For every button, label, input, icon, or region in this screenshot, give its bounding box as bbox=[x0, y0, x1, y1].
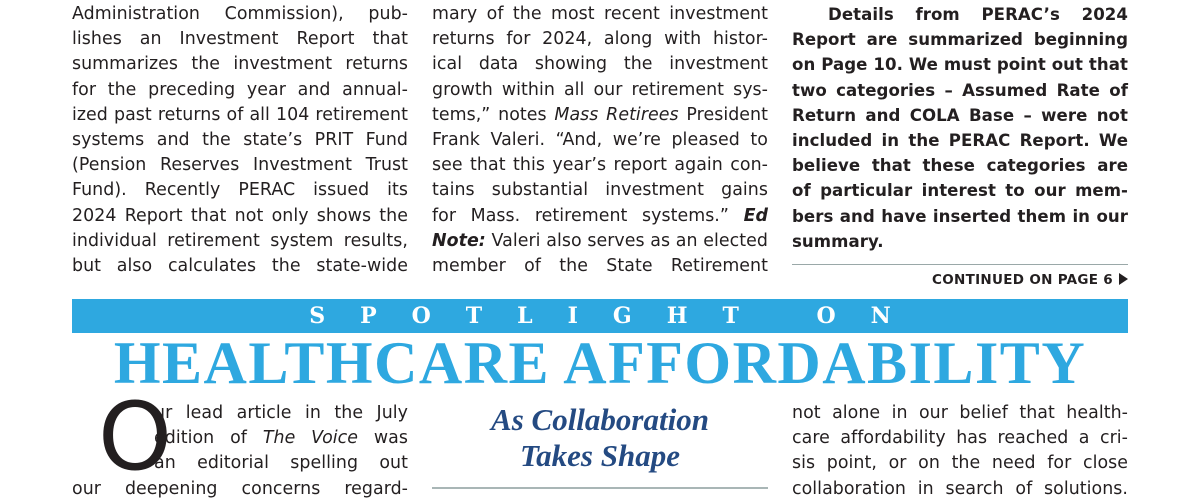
publication-name: The Voice bbox=[262, 428, 359, 449]
text-line: lishes an Investment Report that bbox=[72, 29, 408, 50]
text-line: ur lead article in the July bbox=[154, 403, 408, 423]
text-line: for the preceding year and annual- bbox=[72, 79, 408, 100]
text-line: summarizes the investment returns bbox=[72, 54, 408, 75]
text-run: edition of bbox=[154, 428, 263, 449]
text-line: mary of the most recent investment bbox=[432, 4, 768, 24]
text-line: Details from PERAC’s 2024 bbox=[828, 5, 1128, 24]
text-line: but also calculates the state-wide bbox=[72, 255, 408, 276]
text-line: bers and have inserted them in our bbox=[792, 206, 1128, 226]
publication-name: Mass Retirees bbox=[554, 104, 679, 125]
play-triangle-icon bbox=[1119, 273, 1128, 285]
top-column-3 bbox=[792, 2, 1128, 254]
text-line: Fund). Recently PERAC issued its bbox=[72, 180, 408, 201]
text-line: (Pension Reserves Investment Trust bbox=[72, 155, 408, 176]
text-run: Valeri also serves as an elected bbox=[485, 230, 768, 251]
subhead-line: As Collaboration bbox=[491, 402, 709, 437]
top-column-1 bbox=[72, 2, 408, 279]
text-line: Report are summarized beginning bbox=[792, 30, 1128, 50]
text-line bbox=[154, 426, 408, 451]
text-line: see that this year’s report again con- bbox=[432, 155, 768, 176]
text-line: summary. bbox=[792, 231, 884, 251]
text-line: individual retirement system results, bbox=[72, 230, 408, 251]
text-line: growth within all our retirement sys- bbox=[432, 79, 768, 100]
text-line: believe that these categories are bbox=[792, 156, 1128, 176]
spotlight-kicker: SPOTLIGHT ON bbox=[309, 303, 926, 329]
text-line: included in the PERAC Report. We bbox=[792, 130, 1128, 150]
top-column-2 bbox=[432, 2, 768, 279]
text-line bbox=[432, 103, 768, 128]
text-run: for Mass. retirement systems.” bbox=[432, 205, 744, 226]
bottom-column-1 bbox=[72, 401, 408, 502]
text-line: Return and COLA Base – were not bbox=[792, 105, 1128, 125]
text-line: on Page 10. We must point out that bbox=[792, 55, 1128, 75]
text-line: Administration Commission), pub- bbox=[72, 4, 408, 24]
bottom-column-3 bbox=[792, 401, 1128, 502]
subhead-box-rule bbox=[432, 487, 768, 489]
text-line: not alone in our belief that health- bbox=[792, 403, 1128, 423]
text-run: tems,” notes bbox=[432, 104, 555, 125]
editor-note-label: Ed bbox=[743, 205, 768, 226]
drop-cap: O bbox=[98, 383, 172, 492]
text-run: was bbox=[358, 428, 408, 449]
text-line: sis point, or on the need for close bbox=[792, 453, 1128, 474]
section-headline: HEALTHCARE AFFORDABILITY bbox=[113, 330, 1087, 396]
text-line: tains substantial investment gains bbox=[432, 180, 768, 201]
subhead-line: Takes Shape bbox=[520, 438, 680, 473]
text-line: member of the State Retirement bbox=[432, 255, 768, 276]
editor-note-label: Note: bbox=[432, 230, 486, 251]
text-run: President bbox=[678, 104, 768, 125]
text-line: our deepening concerns regard- bbox=[72, 478, 408, 499]
column-divider-rule bbox=[792, 264, 1128, 265]
text-line: care affordability has reached a cri- bbox=[792, 428, 1128, 449]
text-line: 2024 Report that not only shows the bbox=[72, 205, 408, 226]
text-line bbox=[432, 229, 768, 254]
article-subhead bbox=[432, 402, 768, 474]
text-line: collaboration in search of solutions. bbox=[792, 478, 1128, 499]
text-line: two categories – Assumed Rate of bbox=[792, 80, 1128, 100]
text-line bbox=[432, 204, 768, 229]
spotlight-banner bbox=[72, 299, 1128, 333]
text-line: Frank Valeri. “And, we’re pleased to bbox=[432, 129, 768, 150]
continued-label: CONTINUED ON PAGE 6 bbox=[932, 272, 1113, 288]
text-line: systems and the state’s PRIT Fund bbox=[72, 129, 408, 150]
continued-on-page-link[interactable] bbox=[932, 270, 1128, 290]
text-line: ized past returns of all 104 retirement bbox=[72, 104, 408, 125]
text-line: an editorial spelling out bbox=[154, 453, 408, 474]
text-line: of particular interest to our mem- bbox=[792, 181, 1128, 201]
text-line: ical data showing the investment bbox=[432, 54, 768, 75]
text-line: returns for 2024, along with histor- bbox=[432, 29, 768, 50]
